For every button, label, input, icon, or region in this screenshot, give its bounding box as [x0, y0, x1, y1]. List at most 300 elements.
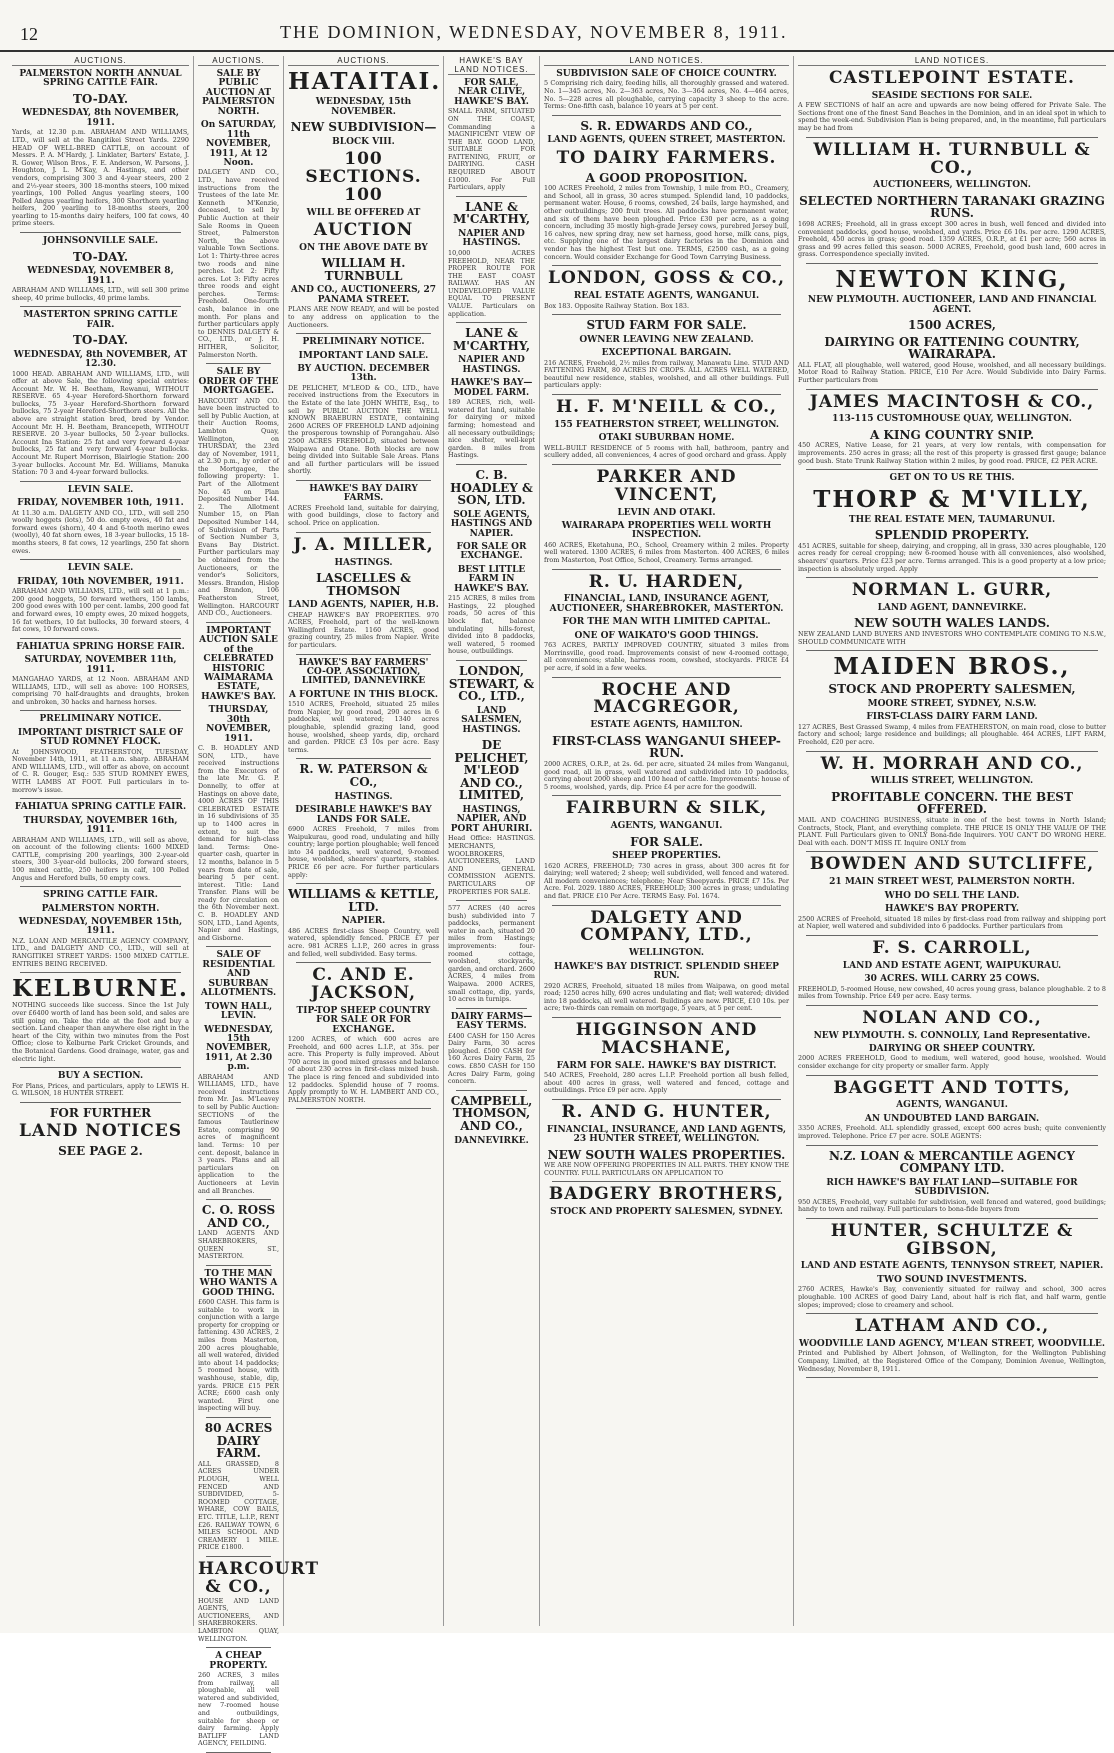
ad-heading: NAPIER AND HASTINGS. [458, 229, 525, 249]
ad-heading: FAHIATUA SPRING CATTLE FAIR. [14, 802, 187, 813]
ad-heading: A FORTUNE IN THIS BLOCK. [289, 689, 438, 700]
ad-heading: ROCHE AND MACGREGOR, [593, 679, 740, 718]
ad-body: 1000 HEAD. ABRAHAM AND WILLIAMS, LTD., will offer at above Sale, the following special entries: Account Mr. W. H. Beetham, Rewanui, WITHOUT RESERVE. 65 4-year Hereford-Shorthorn forward bullocks, 75 3-year Hereford-Shorthorn forward bullocks, 75 2-year Hereford-Shorthorn steers. All the above are straight station bred, bred by Vendor. Account Mr. H. H. Beetham, Brancepeth, WITHOUT RESERVE. 20 3-year bullocks, 50 2-year bullocks. Account Ina Station: 25 fat and very forward 4-year bullocks, 25 fat and very forward 4-year bullocks. Account Mr. Rupert Morrison, Blairlogie Station: 200 3-year bullocks. Account Mr. Ed. Williams, Manuka Station: 70 3 and 4-year forward bullocks. [12, 369, 189, 477]
divider [806, 469, 1098, 470]
divider [552, 905, 781, 906]
ad-body: 486 ACRES first-class Sheep Country, well watered, splendidly fenced. PRICE £7 per acre. 981 ACRES L.I.P., 260 acres in grass and felled, well subdivided. Easy terms. [288, 926, 439, 958]
ad-body: At 11.30 a.m. DALGETY AND CO., LTD., will sell 250 woolly hoggets (lots), 50 do. empty ewes, 40 fat and forward ewes (shorn), 40 4 and 6-tooth merino ewes (woolly), 40 fat shorn ewes, 18 3-year bullocks, 15 18-months steers, 8 fat cows, 12 yearlings, 250 fat shorn ewes. [12, 508, 189, 555]
ad-heading: TO THE MAN WHO WANTS A GOOD THING. [199, 1268, 278, 1298]
ad-body: 215 ACRES, 8 miles from Hastings, 22 ploughed roads, 50 acres of this block flat, balance undulating hills-forest, divided into 8 paddocks, well watered, 5 roomed house, outbuildings. [448, 594, 535, 656]
divider [20, 798, 181, 799]
ad-heading: OTAKI SUBURBAN HOME. [598, 433, 735, 444]
ad-heading: BADGERY BROTHERS, [548, 1184, 785, 1205]
ad-heading: HASTINGS, NAPIER, AND PORT AHURIRI. [450, 805, 533, 834]
ad-heading: KELBURNE. [12, 975, 189, 1003]
page-number: 12 [20, 24, 38, 44]
column-heading: LAND NOTICES. [798, 56, 1106, 66]
ad-heading: SEASIDE SECTIONS FOR SALE. [871, 90, 1033, 101]
ad-body: 2920 ACRES, Freehold, situated 18 miles from Waipawa, on good metal road; 1250 acres hilly, 690 acres undulating and flat; well watered; divided into 18 paddocks, all well watered. Buildings are new. PRICE, £10 10s. per acre; two-thirds can remain on mortgage, 5 years, at 5 per cent. [544, 981, 789, 1013]
ad-heading: WEDNESDAY, 8th NOVEMBER, AT 12.30. [13, 349, 188, 370]
divider [552, 1181, 781, 1182]
ad-heading: NEW SOUTH WALES LANDS. [854, 616, 1050, 631]
divider [456, 196, 527, 197]
divider [552, 1099, 781, 1100]
ad-heading: 155 FEATHERSTON STREET, WELLINGTON. [553, 419, 780, 430]
divider [20, 972, 181, 973]
divider [806, 751, 1098, 752]
divider [806, 263, 1098, 264]
ad-body: ABRAHAM AND WILLIAMS, LTD., will sell 300 prime sheep, 40 prime bullocks, 40 prime lambs. [12, 285, 189, 302]
ad-heading: WEDNESDAY, NOVEMBER 15th, 1911. [18, 917, 183, 937]
ad-heading: DAIRYING OR FATTENING COUNTRY, WAIRARAPA. [824, 334, 1080, 362]
ad-heading: C. AND E. JACKSON, [311, 965, 416, 1003]
divider [206, 363, 271, 364]
ad-heading: ONE OF WAIKATO'S GOOD THINGS. [574, 630, 759, 641]
divider [456, 1090, 527, 1091]
ad-heading: FOR SALE OR EXCHANGE. [456, 542, 527, 562]
divider [806, 1377, 1098, 1378]
ad-heading: CASTLEPOINT ESTATE. [829, 68, 1075, 88]
ad-heading: DAIRYING OR SHEEP COUNTRY. [868, 1043, 1036, 1054]
divider [20, 306, 181, 307]
divider [456, 322, 527, 323]
ad-heading: DAIRY FARMS—EASY TERMS. [450, 1011, 533, 1032]
ad-heading: 30 ACRES. WILL CARRY 25 COWS. [864, 974, 1040, 985]
ad-body: ABRAHAM AND WILLIAMS, LTD., will sell as above, on account of the following clients: 1600 MIXED CATTLE, comprising 200 yearlings, 300 2-year-old steers, 300 3-year-old bullocks, 200 forward steers, 100 mixed cattle, 250 heifers in calf, 100 Polled Angus and Hereford bulls, 50 empty cows. [12, 835, 189, 882]
ad-heading: TWO SOUND INVESTMENTS. [877, 1274, 1027, 1285]
ad-heading: PARKER AND VINCENT, [596, 466, 737, 505]
ad-heading: DE PELICHET, M'LEOD AND CO., LIMITED, [454, 738, 529, 803]
ad-heading: HUNTER, SCHULTZE & GIBSON, [830, 1220, 1074, 1259]
ad-heading: AND CO., AUCTIONEERS, 27 PANAMA STREET. [290, 285, 437, 305]
ad-body: 577 ACRES (40 acres bush) subdivided into 7 paddocks, permanent water in each, situated 20 miles from Hastings; improvements: four-roomed cottage, woolshed, stockyards, garden, and orchard. 2600 ACRES, 4 miles from Waipawa. 2000 ACRES, small cottage, dip, yards, 10 acres in turnips. [448, 904, 535, 1004]
ad-heading: SOLE AGENTS, HASTINGS AND NAPIER. [450, 509, 533, 539]
ad-heading: STUD FARM FOR SALE. [586, 318, 747, 333]
ad-body: 1200 ACRES, of which 600 acres are Freehold, and 600 acres L.I.P., at 35s. per acre. This Property is fully improved. About 700 acres in good mixed grasses and balance of about 230 acres in first-class mixed bush. The place is ring fenced and subdivided into 12 paddocks. Splendid house of 7 rooms. Apply promptly to W. H. LAMBERT AND CO., PALMERSTON NORTH. [288, 1035, 439, 1104]
ad-body: HARCOURT AND CO. have been instructed to sell by Public Auction, at their Auction Rooms, Lambton Quay, Wellington, on THURSDAY, the 23rd day of November, 1911, at 2.30 p.m., by order of the Mortgagee, the following property: 1. Part of the Allotment No. 45 on Plan Deposited Number 144. 2. The Allotment Number 15, on Plan Deposited Number 144, of Subdivision of Parts of Section Number 3, Evans Bay District. Further particulars may be obtained from the Auctioneers, or the vendor's Solicitors, Messrs. Brandon, Hislop and Brandon, 106 Featherston Street, Wellington. HARCOURT AND CO., Auctioneers. [198, 396, 279, 618]
divider [806, 137, 1098, 138]
ad-body: C. B. HOADLEY AND SON, LTD., have received instructions from the Executors of the late Mr. G. P. Donnelly, to offer at Hastings on above date, 4000 ACRES OF THIS CELEBRATED ESTATE in 16 subdivisions of 35 up to 1400 acres in extent, to suit the demand for high-class land. Terms: One-quarter cash, quarter in 12 months, balance in 5 years from date of sale, bearing 5 per cent. interest. Title: Land Transfer. Plans will be ready for circulation on the 6th November next. C. B. HOADLEY AND SON, LTD., Land Agents, Napier and Hastings, and Gisborne. [198, 744, 279, 942]
divider [806, 577, 1098, 578]
divider [206, 1199, 271, 1200]
divider [20, 481, 181, 482]
column-1 [8, 56, 194, 1626]
ad-heading: A GOOD PROPOSITION. [585, 170, 748, 185]
ad-body: 260 ACRES, 3 miles from railway, all ploughable, all well watered and subdivided, new 7-roomed house and outbuildings, suitable for sheep or dairy farming. Apply BATLIFF LAND AGENCY, FEILDING. [198, 1671, 279, 1748]
ad-heading: WILLIS STREET, WELLINGTON. [870, 776, 1034, 787]
ad-heading: IMPORTANT AUCTION SALE of the CELEBRATED HISTORIC WAIMARAMA ESTATE, HAWKE'S BAY. [199, 625, 278, 702]
ad-heading: CAMPBELL, THOMSON, AND CO., [450, 1093, 533, 1134]
ad-body: Yards, at 12.30 p.m. ABRAHAM AND WILLIAMS, LTD., will sell at the Rangitikei Street Yards. 2290 HEAD OF WELL-BRED CATTLE, on account of Messrs. P. A. M'Hardy, J. Linklater, Barters' Estate, J. R. Gower, Wilson Bros., F. E. Anderson, W. Parsons, J. Houghton, J. L. M'Kay, A. Hastings, and other vendors, comprising 300 3 and 4-year steers, 200 2 and 2½-year steers, 300 18-months steers, 100 mixed yearlings, 100 Polled Angus yearling steers, 100 Polled Angus yearling heifers, 300 Shorthorn yearling heifers, 200 yearling to 18-months steers, 200 yearling to 15-months dairy heifers, 100 fat cows, 40 prime steers. [12, 128, 189, 228]
divider [456, 1008, 527, 1009]
ad-body: ABRAHAM AND WILLIAMS, LTD., will sell at 1 p.m.: 200 good hoggets, 50 forward wethers, 150 lambs, 200 good ewes with 100 per cent. lambs, 200 good fat and forward ewes, 10 empty ewes, 20 mixed hoggets, 16 fat wethers, 10 fat bullocks, 30 forward steers, 4 fat cows, 10 forward cows. [12, 587, 189, 634]
ad-heading: HATAITAI. [288, 68, 442, 95]
ad-body: WE ARE NOW OFFERING PROPERTIES IN ALL PARTS. THEY KNOW THE COUNTRY. FULL PARTICULARS ON APPLICATION TO [544, 1161, 789, 1177]
divider [296, 654, 431, 655]
ad-heading: HAWKE'S BAY DISTRICT. SPLENDID SHEEP RUN. [554, 961, 779, 982]
ad-heading: LANE & M'CARTHY, [452, 199, 531, 227]
ad-heading: SEE PAGE 2. [58, 1144, 143, 1159]
ad-heading: NEW PLYMOUTH. AUCTIONEER, LAND AND FINANCIAL AGENT. [807, 295, 1097, 315]
ad-body: Box 183. Opposite Railway Station. Box 183. [544, 301, 689, 310]
ad-body: PLANS ARE NOW READY, and will be posted to any address on application to the Auctioneers. [288, 305, 439, 329]
ad-heading: 80 ACRES DAIRY FARM. [204, 1420, 273, 1461]
ad-heading: TOWN HALL, LEVIN. [204, 1001, 273, 1022]
divider [552, 394, 781, 395]
ad-heading: BOWDEN AND SUTCLIFFE, [809, 854, 1095, 875]
divider [552, 115, 781, 116]
divider [806, 851, 1098, 852]
ad-body: 950 ACRES, Freehold, very suitable for subdivision, well fenced and watered, good buildings; handy to town and railway. Full particulars to bona-fide buyers from [798, 1197, 1106, 1214]
ad-heading: DALGETY AND COMPANY, LTD., [580, 907, 753, 946]
ad-body: 1620 ACRES, FREEHOLD; 730 acres in grass, about 300 acres fit for dairying; well watered; 2 sheep; well subdivided, well fenced and watered. All modern conveniences; telephone; Near Sheepyards. PRICE £7 15s. Per Acre. Fol. 2029. 1880 ACRES, FREEHOLD; 300 acres in grass; undulating and flat. PRICE £10 Per Acre. TERMS Easy. Fol. 1674. [544, 861, 789, 900]
ad-heading: On SATURDAY, 11th NOVEMBER, 1911, At 12 Noon. [200, 120, 277, 168]
ad-heading: R. AND G. HUNTER, [561, 1101, 772, 1122]
ad-heading: WELLINGTON. [628, 948, 705, 959]
ad-heading: NEW PLYMOUTH. S. CONNOLLY, Land Representative. [813, 1030, 1091, 1041]
divider [552, 569, 781, 570]
ad-heading: BEST LITTLE FARM IN HAWKE'S BAY. [454, 564, 529, 594]
ad-heading: HAWKE'S BAY FARMERS' CO-OP. ASSOCIATION, LIMITED, DANNEVIRKE [298, 657, 429, 687]
divider [806, 1145, 1098, 1146]
divider [552, 265, 781, 266]
column-4 [444, 56, 540, 1626]
divider [456, 660, 527, 661]
ad-body: 763 ACRES, PARTLY IMPROVED COUNTRY, situated 3 miles from Morrinsville, good road. Improvements consist of new 4-roomed cottage, all conveniences; stable, harness room, cowshed, stockyards. PRICE £4 per acre, if sold in a few weeks. [544, 641, 789, 672]
ad-heading: BAGGETT AND TOTTS, [833, 1077, 1071, 1098]
ad-heading: FAHIATUA SPRING HORSE FAIR. [16, 641, 185, 652]
divider [20, 886, 181, 887]
ad-heading: LEVIN SALE. [67, 563, 134, 574]
ad-heading: C. O. ROSS AND CO., [201, 1203, 276, 1230]
ad-heading: PRELIMINARY NOTICE. [302, 337, 425, 348]
divider [552, 314, 781, 315]
divider [806, 1075, 1098, 1076]
ad-heading: JOHNSONVILLE SALE. [42, 236, 159, 247]
divider [806, 935, 1098, 936]
ad-body: 189 ACRES, rich, well-watered flat land, suitable for dairying or mixed farming; homestead and all necessary outbuildings; nice shelter, well-kept garden. 8 miles from Hastings. [448, 398, 535, 460]
ad-heading: RICH HAWKE'S BAY FLAT LAND—SUITABLE FOR SUBDIVISION. [826, 1177, 1078, 1198]
ad-heading: FINANCIAL, INSURANCE, AND LAND AGENTS, 23 HUNTER STREET, WELLINGTON. [546, 1124, 787, 1145]
ad-heading: DANNEVIRKE. [454, 1135, 529, 1146]
ad-heading: SPLENDID PROPERTY. [874, 528, 1030, 543]
ad-body: 2760 ACRES, Hawke's Bay, conveniently situated for railway and school, 300 acres ploughable. 100 ACRES of good Dairy Land, about half is rich flat, and half warm, gentle slopes; improved; close to creamery and school. [798, 1285, 1106, 1309]
ad-heading: 1500 ACRES, [908, 317, 996, 332]
ad-heading: W. H. MORRAH AND CO., [820, 753, 1084, 774]
column-heading: LAND NOTICES. [544, 56, 789, 66]
ad-heading: LAND NOTICES [18, 1121, 183, 1142]
divider [296, 758, 431, 759]
ad-heading: SALE OF RESIDENTIAL AND SUBURBAN ALLOTMENTS. [200, 950, 277, 999]
divider [20, 1067, 181, 1068]
ad-body: 6900 ACRES Freehold, 7 miles from Waipukurau, good road, undulating and hilly country; large portion ploughable; well fenced into 34 paddocks, well watered, 9-roomed house, woolshed, shearers' quarters, stables. PRICE £6 per acre. For further particulars apply: [288, 824, 439, 879]
ad-heading: FOR SALE, NEAR CLIVE, HAWKE'S BAY. [454, 78, 529, 107]
ad-heading: THE REAL ESTATE MEN, TAUMARUNUI. [848, 514, 1056, 525]
ad-heading: FARM FOR SALE. HAWKE'S BAY DISTRICT. [556, 1060, 777, 1071]
ad-heading: A CHEAP PROPERTY. [209, 1651, 268, 1671]
ad-heading: WILLIAM H. TURNBULL [321, 256, 406, 283]
ad-body: ALL GRASSED, 8 ACRES UNDER PLOUGH, WELL FENCED AND SUBDIVIDED, 5-ROOMED COTTAGE, WHARE, COW BAILS, ETC. TITLE, L.I.P., RENT £26. RAILWAY TOWN, 6 MILES SCHOOL AND CREAMERY 1 MILE. PRICE £1800. [198, 1459, 279, 1552]
ad-heading: HASTINGS. [334, 557, 393, 568]
ad-heading: BY AUCTION. DECEMBER 13th. [297, 364, 430, 384]
ad-heading: NAPIER AND HASTINGS. [458, 355, 525, 375]
ad-body: WELL-BUILT RESIDENCE of 5 rooms with hall, bathroom, pantry and scullery added, all conveniences, 4 acres of good orchard and grass. Apply [544, 443, 789, 460]
ad-body: Printed and Published by Albert Johnson, of Wellington, for the Wellington Publishing Company, Limited, at the Registered Office of the Company, Dominion Avenue, Wellington, Wednesday, November 8, 1911. [798, 1349, 1106, 1373]
ad-heading: PRELIMINARY NOTICE. [39, 714, 162, 725]
ad-heading: R. W. PATERSON & CO., [299, 762, 428, 790]
column-heading: AUCTIONS. [288, 56, 439, 66]
ad-heading: AGENTS, WANGANUI. [610, 821, 723, 832]
ad-body: 5 Comprising rich dairy, feeding hills, all thoroughly grassed and watered. No. 1—345 acres, No. 2—363 acres, No. 3—364 acres, No. 4—464 acres, No. 5—228 acres all ploughable, carrying capacity 3 sheep to the acre. Terms: One-fifth cash, balance 10 years at 5 per cent. [544, 79, 789, 111]
ad-heading: WEDNESDAY, NOVEMBER 8, 1911. [27, 266, 174, 286]
ad-heading: OWNER LEAVING NEW ZEALAND. [579, 334, 754, 345]
ad-heading: EXCEPTIONAL BARGAIN. [601, 348, 732, 359]
ad-heading: NEWTON KING, [835, 265, 1069, 293]
ad-body: 2000 ACRES, O.R.P., at 2s. 6d. per acre, situated 24 miles from Wanganui, good road, all in grass, well watered and subdivided into 10 paddocks, carrying about 2000 sheep and 100 head of cattle. Improvements: house of 5 rooms, woolshed, yards, dip. Price £4 per acre for the goodwill. [544, 759, 789, 791]
ad-body: DE PELICHET, M'LEOD & CO., LTD., have received instructions from the Executors in the Estate of the late JOHN WHITE, Esq., to sell by PUBLIC AUCTION THE WELL KNOWN BRAEBURN ESTATE, containing 2600 ACRES OF FREEHOLD LAND adjoining the prosperous township of Porangahau. Also 2500 ACRES FREEHOLD, situated between Waipawa and Otane. Both blocks are now being divided into Suitable Sale Areas. Plans and all further particulars will be issued shortly. [288, 383, 439, 476]
ad-heading: NOLAN AND CO., [862, 1007, 1042, 1028]
column-heading: HAWKE'S BAY LAND NOTICES. [448, 56, 535, 75]
ad-heading: LEVIN AND OTAKI. [617, 507, 716, 518]
ad-heading: LONDON, GOSS & CO., [547, 268, 785, 289]
ad-heading: F. S. CARROLL, [872, 937, 1032, 958]
divider [206, 1556, 271, 1557]
divider [206, 1417, 271, 1418]
divider [806, 1005, 1098, 1006]
column-heading: AUCTIONS. [12, 56, 189, 66]
ad-heading: LONDON, STEWART, & CO., LTD., [448, 663, 535, 704]
ad-heading: LAND AGENTS, QUEEN STREET, MASTERTON. [547, 135, 786, 146]
ad-heading: HAWKE'S BAY PROPERTY. [884, 904, 1020, 915]
ad-body: 127 ACRES, Best Grassed Swamp, 4 miles from FEATHERSTON, on main road, close to butter factory and school; large residence and buildings; all ploughable. 464 ACRES, LIFT FARM, Freehold, £20 per acre. [798, 722, 1106, 747]
ad-body: ACRES Freehold land, suitable for dairying, with good buildings, close to factory and school. Price on application. [288, 503, 439, 528]
ad-heading: NORMAN L. GURR, [851, 580, 1053, 601]
ad-body: 10,000 ACRES FREEHOLD, NEAR THE PROPER ROUTE FOR THE EAST COAST RAILWAY. HAS AN UNDEVELOPED VALUE EQUAL TO PRESENT VALUE. Particulars on application. [448, 248, 535, 318]
ad-heading: MOORE STREET, SYDNEY, N.S.W. [867, 698, 1037, 709]
divider [20, 710, 181, 711]
divider [456, 900, 527, 901]
divider [552, 1017, 781, 1018]
ad-body: MAIL AND COACHING BUSINESS, situate in one of the best towns in North Island; Contracts, Stock, Plant, and everything complete. THE PRICE IS ONLY THE VALUE OF THE PLANT. Full Particulars given to ONLY Bona-fide Inquirers. YOU CAN'T DO WRONG HERE. Deal with each. DON'T MISS IT. Inquire ONLY from [798, 816, 1106, 847]
ad-heading: TO-DAY. [72, 249, 129, 264]
ad-heading: FIRST-CLASS DAIRY FARM LAND. [866, 712, 1038, 723]
ad-heading: H. F. M'NEILL & CO., [556, 396, 777, 417]
ad-heading: THORP & M'VILLY, [813, 485, 1091, 513]
divider [206, 1265, 271, 1266]
ad-heading: NEW SUBDIVISION— [290, 120, 437, 135]
ad-heading: MAIDEN BROS., [833, 653, 1071, 681]
masthead-title: THE DOMINION, WEDNESDAY, NOVEMBER 8, 1911. [280, 22, 788, 42]
ad-heading: J. A. MILLER, [293, 534, 434, 555]
ad-heading: TO-DAY. [72, 91, 129, 106]
ad-heading: WILLIAM H. TURNBULL & CO., [813, 139, 1091, 178]
divider [296, 883, 431, 884]
ad-heading: NAPIER. [341, 916, 386, 927]
ad-heading: PROFITABLE CONCERN. THE BEST OFFERED. [831, 789, 1073, 817]
divider [296, 1108, 431, 1109]
ad-heading: A KING COUNTRY SNIP. [869, 427, 1035, 442]
ad-heading: THURSDAY, 30th NOVEMBER, 1911. [206, 705, 271, 744]
ad-heading: IMPORTANT LAND SALE. [298, 350, 429, 361]
divider [456, 464, 527, 465]
divider [806, 1218, 1098, 1219]
ad-heading: WAIRARAPA PROPERTIES WELL WORTH INSPECTION. [561, 520, 772, 541]
ad-body: 451 ACRES, suitable for sheep, dairying, and cropping, all in grass, 330 acres ploughable, 120 acres ready for cereal cropping; new 6-roomed house with all conveniences, also woolshed, shearers' quarters. Price £23 per acre. Terms arranged. This is a good property at a low price; inspection is absolutely urged. Apply [798, 541, 1106, 573]
ad-body: For Plans, Prices, and particulars, apply to LEWIS H. G. WILSON, 18 HUNTER STREET. [12, 1081, 189, 1098]
ad-body: ALL FLAT, all ploughable, well watered, good House, woolshed, and all necessary buildings. Motor Road to Railway Station. PRICE, £10 Per Acre. Would Subdivide into Dairy Farms. Further particulars from [798, 360, 1106, 384]
ad-heading: HAWKE'S BAY—MODEL FARM. [450, 378, 533, 398]
ad-heading: FOR THE MAN WITH LIMITED CAPITAL. [562, 617, 771, 628]
ad-heading: FRIDAY, 10th NOVEMBER, 1911. [17, 576, 184, 587]
column-3 [284, 56, 444, 1626]
divider [552, 795, 781, 796]
ad-body: NOTHING succeeds like success. Since the 1st July over £6400 worth of land has been sold, and sales are still going on. Take the ride at the foot and buy a section. Land cheaper than anywhere else right in the heart of the City, within two minutes from the Post Office; close to Kelburne Park Cricket Grounds, and the Botanical Gardens. Good drainage, water, gas and electric light. [12, 1001, 189, 1063]
ad-heading: SALE BY PUBLIC AUCTION AT PALMERSTON NORTH. [202, 69, 275, 117]
divider [20, 1102, 181, 1103]
ad-heading: FRIDAY, NOVEMBER 10th, 1911. [17, 498, 184, 509]
ad-heading: LAND AND ESTATE AGENTS, TENNYSON STREET, NAPIER. [800, 1261, 1104, 1272]
ad-heading: WOODVILLE LAND AGENCY, M'LEAN STREET, WOODVILLE. [798, 1338, 1106, 1349]
divider [206, 622, 271, 623]
divider [296, 532, 431, 533]
ad-heading: N.Z. LOAN & MERCANTILE AGENCY COMPANY LTD. [829, 1148, 1075, 1176]
ad-heading: WEDNESDAY, 8th NOVEMBER, 1911. [21, 108, 180, 128]
ad-body: 1698 ACRES; Freehold, all in grass except 300 acres in bush, well fenced and divided into convenient paddocks, good house, woolshed, and yards. Price £6 10s. per acre. 1290 ACRES, Freehold, 450 acres in grass; good road. 1359 ACRES, O.R.P., at £1 per acre; 560 acres in grass and 99 acres felled this season. 5000 ACRES, Freehold, good bush land, 600 acres in grass. Correspondence specially invited. [798, 219, 1106, 259]
ad-heading: NEW SOUTH WALES PROPERTIES. [547, 1147, 786, 1162]
masthead [0, 10, 1114, 52]
ad-body: 450 ACRES, Native Lease, for 21 years, at very low rentals, with compensation for improvements. 250 acres in grass; all the rest of this property is grassed first gauge; balance good bush. State Trunk Railway Station within 2 miles, by good road. PRICE, £2 PER ACRE. [798, 441, 1106, 465]
ad-heading: THURSDAY, NOVEMBER 16th, 1911. [23, 815, 178, 836]
ad-heading: LANE & M'CARTHY, [452, 326, 531, 353]
ad-heading: LAND AGENTS, NAPIER, H.B. [288, 600, 439, 611]
ad-heading: PALMERSTON NORTH. [41, 903, 160, 914]
ad-body: 2000 ACRES FREEHOLD, Good to medium, well watered, good house, woolshed. Would consider exchange for city property or smaller farm. Apply [798, 1054, 1106, 1071]
ad-heading: SUBDIVISION SALE OF CHOICE COUNTRY. [556, 69, 777, 79]
ad-heading: AUCTIONEERS, WELLINGTON. [873, 180, 1031, 191]
ad-heading: MASTERTON SPRING CATTLE FAIR. [23, 310, 178, 330]
ad-heading: FIRST-CLASS WANGANUI SHEEP-RUN. [552, 733, 781, 761]
ad-heading: C. B. HOADLEY & SON, LTD. [450, 467, 533, 508]
ad-heading: FAIRBURN & SILK, [565, 798, 768, 819]
ad-heading: LATHAM AND CO., [854, 1316, 1050, 1337]
ad-heading: R. U. HARDEN, [588, 571, 745, 592]
ad-heading: TO-DAY. [72, 333, 129, 348]
divider [206, 1647, 271, 1648]
ad-body: 3350 ACRES, Freehold. ALL splendidly grassed, except 600 acres bush; quite conveniently improved. Telephone. Price £7 per acre. SOLE AGENTS: [798, 1124, 1106, 1140]
ad-heading: BLOCK VIII. [332, 136, 395, 147]
ad-heading: REAL ESTATE AGENTS, WANGANUI. [573, 291, 760, 302]
ad-heading: AN UNDOUBTED LAND BARGAIN. [864, 1113, 1040, 1124]
ad-heading: LAND SALESMEN, HASTINGS. [461, 705, 522, 735]
ad-heading: WHO DO SELL THE LAND. [884, 890, 1020, 901]
ad-heading: JAMES MACINTOSH & CO., [809, 391, 1095, 412]
ad-body: SMALL FARM, SITUATED ON THE COAST, Commanding a MAGNIFICENT VIEW OF THE BAY. GOOD LAND, SUITABLE FOR FATTENING, FRUIT, or DAIRYING. CASH REQUIRED ABOUT £1000. For Full Particulars, apply [448, 107, 535, 192]
ad-heading: IMPORTANT DISTRICT SALE OF STUD ROMNEY FLOCK. [17, 727, 184, 748]
divider [296, 333, 431, 334]
ad-heading: STOCK AND PROPERTY SALESMEN, SYDNEY. [550, 1207, 783, 1218]
ad-heading: HIGGINSON AND MACSHANE, [575, 1019, 758, 1058]
ad-heading: FOR FURTHER [49, 1105, 152, 1120]
ad-body: FREEHOLD, 5-roomed House, new cowshed, 40 acres young grass, balance ploughable. 2 to 8 miles from Township. Price £49 per acre. Easy terms. [798, 984, 1106, 1001]
ad-heading: HARCOURT & CO., [198, 1558, 320, 1597]
ad-body: £400 CASH for 150 Acres Dairy Farm, 30 acres ploughed. £500 CASH for 160 Acres Dairy Farm, 25 cows. £850 CASH for 150 Acres Dairy Farm, going concern. [448, 1031, 535, 1086]
divider [806, 389, 1098, 390]
ad-body: At JOHNSWOOD, FEATHERSTON, TUESDAY, November 14th, 1911, at 11 a.m. sharp. ABRAHAM AND WILLIAMS, LTD., will offer as above, on account of C. R. Gouger, Esq.: 535 STUD ROMNEY EWES, WITH LAMBS AT FOOT. Full particulars in to-morrow's issue. [12, 747, 189, 794]
ad-heading: SATURDAY, NOVEMBER 11th, 1911. [24, 655, 177, 675]
column-5 [540, 56, 794, 1626]
ad-body: DALGETY AND CO., LTD., have received instructions from the Trustees of the late Mr. Kenneth M'Kenzie, deceased, to sell by Public Auction at their Sale Rooms in Queen Street, Palmerston North, the above valuable Town Sections. Lot 1: Thirty-three acres two roods and nine perches. Lot 2: Fifty acres. Lot 3: Fifty acres three roods and eight perches. Terms: Freehold. One-fourth cash, balance in one month. For plans and further particulars apply to DENNIS DALGETY & CO., LTD., or J. H. HITHER, Solicitor, Palmerston North. [198, 168, 279, 359]
column-2 [194, 56, 320, 1748]
ad-body: 540 ACRES, Freehold, 280 acres L.I.P. Freehold portion all bush felled, about 400 acres in grass, well watered and fenced, cottage and outbuildings. Price £9 per acre. Apply [544, 1071, 789, 1095]
ad-body: ABRAHAM AND WILLIAMS, LTD., have received instructions from Mr. Jas. M'Leavey to sell by Public Auction: SECTIONS of the famous Tautlerinew Estate, comprising 90 acres of magnificent land. Terms: 10 per cent. deposit, balance in 3 years. Plans and all particulars on application to the Auctioneers at Levin and all Branches. [198, 1072, 279, 1195]
ad-heading: ESTATE AGENTS, HAMILTON. [590, 720, 743, 731]
ad-heading: WILLIAMS & KETTLE, LTD. [288, 887, 439, 914]
divider [296, 962, 431, 963]
ad-body: A FEW SECTIONS of half an acre and upwards are now being offered for Private Sale. The Sections front one of the finest Sand Beaches in the Dominion, and in an ideal spot in which to spend the week-end. Subdivision Plan is being prepared, and, in the meantime, full particulars may be had from [798, 101, 1106, 133]
ad-body: £600 CASH. This farm is suitable to work in conjunction with a large property for cropping or fattening. 430 ACRES, 2 miles from Masterton, 200 acres ploughable, all well watered, divided into about 14 paddocks; 5 roomed house, with washhouse, stable, dip, yards. PRICE £15 PER ACRE; £600 cash only wanted. First one inspecting will buy. [198, 1298, 279, 1413]
column-6 [794, 56, 1110, 1626]
ad-body: 100 ACRES Freehold, 2 miles from Township, 1 mile from P.O., Creamery, and School, all in grass, 30 acres stumped. Splendid land, 10 paddocks, permanent water. House, 6 rooms, cowshed, 24 bails, large haymshed, and other outbuildings; 200 fruit trees. All paddocks have permanent water, and six of them have been ploughed. Price £30 per acre, as a going concern, including 35 mostly high-grade Jersey cows, purebred Jersey bull, 16 calves, new spring dray, new set harness, good horse, milk cans, pigs, etc. Supplying one of the largest dairy factories in the Dominion and vendor has the highest Test but one. TERMS, £2500 cash, as a going concern. Would consider Exchange for Good Town Carrying Business. [544, 184, 789, 261]
ad-heading: PALMERSTON NORTH ANNUAL SPRING CATTLE FAIR. [19, 69, 182, 89]
ad-heading: LASCELLES & THOMSON [316, 570, 411, 598]
ad-heading: LAND AGENT, DANNEVIRKE. [877, 603, 1027, 613]
ad-heading: FINANCIAL, LAND, INSURANCE AGENT, AUCTIONEER, SHAREBROKER, MASTERTON. [549, 594, 784, 614]
ad-heading: SELECTED NORTHERN TARANAKI GRAZING RUNS. [799, 193, 1105, 221]
ad-heading: AGENTS, WANGANUI. [896, 1100, 1008, 1111]
divider [206, 946, 271, 947]
ad-heading: LAND AND ESTATE AGENT, WAIPUKURAU. [842, 960, 1062, 971]
ad-heading: WEDNESDAY, 15th NOVEMBER. [315, 97, 412, 117]
ad-heading: SPRING CATTLE FAIR. [43, 890, 158, 901]
ad-heading: HASTINGS. [334, 791, 393, 802]
ad-heading: ON THE ABOVE DATE BY [299, 242, 428, 253]
ad-heading: 21 MAIN STREET WEST, PALMERSTON NORTH. [829, 877, 1075, 888]
ad-heading: SHEEP PROPERTIES. [612, 851, 721, 862]
divider [20, 559, 181, 560]
ad-body: HOUSE AND LAND AGENTS, AUCTIONEERS, AND SHAREBROKERS. LAMBTON QUAY, WELLINGTON. [198, 1596, 279, 1643]
ad-heading: TIP-TOP SHEEP COUNTRY FOR SALE OR FOR EXCHANGE. [296, 1005, 431, 1035]
ad-heading: HAWKE'S BAY DAIRY FARMS. [309, 484, 418, 504]
ad-heading: 100 SECTIONS. 100 [305, 149, 422, 205]
ad-body: 460 ACRES, Eketahuna, P.O., School, Creamery within 2 miles. Property well watered. 1300 ACRES, 6 miles from Masterton. 400 ACRES, 6 miles from Masterton, Post Office, School, Creamery. Terms arranged. [544, 540, 789, 565]
ad-heading: DESIRABLE HAWKE'S BAY LANDS FOR SALE. [295, 805, 432, 825]
column-heading: AUCTIONS. [198, 56, 279, 66]
ad-body: NEW ZEALAND LAND BUYERS AND INVESTORS WHO CONTEMPLATE COMING TO N.S.W., SHOULD COMMUNICATE WITH [798, 630, 1106, 646]
divider [296, 480, 431, 481]
ad-heading: WEDNESDAY, 15th NOVEMBER, 1911, At 2.30 p.m. [203, 1024, 274, 1073]
ad-heading: 113-115 CUSTOMHOUSE QUAY, WELLINGTON. [832, 414, 1072, 425]
ad-body: CHEAP HAWKE'S BAY PROPERTIES. 970 ACRES, Freehold, part of the well-known Wallingford Estate. 1160 ACRES, good grazing country, 25 miles from Napier. Write for particulars. [288, 610, 439, 649]
ad-heading: TO DAIRY FARMERS. [556, 147, 777, 168]
ad-body: 216 ACRES, Freehold, 2½ miles from railway, Manawatu Line. STUD AND FATTENING FARM, 80 ACRES IN CROPS. ALL ACRES WELL WATERED, beautiful new residence, stables, woolshed, and all other buildings. Full particulars apply: [544, 358, 789, 390]
ad-body: LAND AGENTS AND SHAREBROKERS, QUEEN ST., MASTERTON. [198, 1229, 279, 1261]
divider [552, 464, 781, 465]
ad-body: 1510 ACRES, Freehold, situated 25 miles from Napier, by good road, 290 acres in 6 paddocks, well watered; 1340 acres ploughable, splendid grazing land, good house, woolshed, sheep yards, dip, orchard and garden. PRICE £3 10s per acre. Easy terms. [288, 700, 439, 754]
ad-heading: LEVIN SALE. [67, 484, 134, 495]
ad-heading: FOR SALE. [630, 834, 703, 849]
ad-heading: WILL BE OFFERED AT [306, 207, 421, 218]
ad-heading: AUCTION [313, 220, 414, 241]
divider [552, 677, 781, 678]
divider [20, 232, 181, 233]
ad-body: MANGAHAO YARDS, at 12 Noon. ABRAHAM AND WILLIAMS, LTD., will sell as above: 100 HORSES, comprising 70 half-draughts and draughts, broken and unbroken, 30 hacks and harness horses. [12, 675, 189, 706]
divider [806, 650, 1098, 651]
ad-heading: S. R. EDWARDS AND CO., [580, 118, 753, 133]
ad-body: 2500 ACRES of Freehold, situated 18 miles by first-class road from railway and shipping port at Napier, well watered and subdivided into 6 paddocks. Further particulars from [798, 914, 1106, 931]
ad-heading: SALE BY ORDER OF THE MORTGAGEE. [198, 367, 279, 397]
ad-heading: BUY A SECTION. [57, 1071, 144, 1082]
divider [806, 1313, 1098, 1314]
